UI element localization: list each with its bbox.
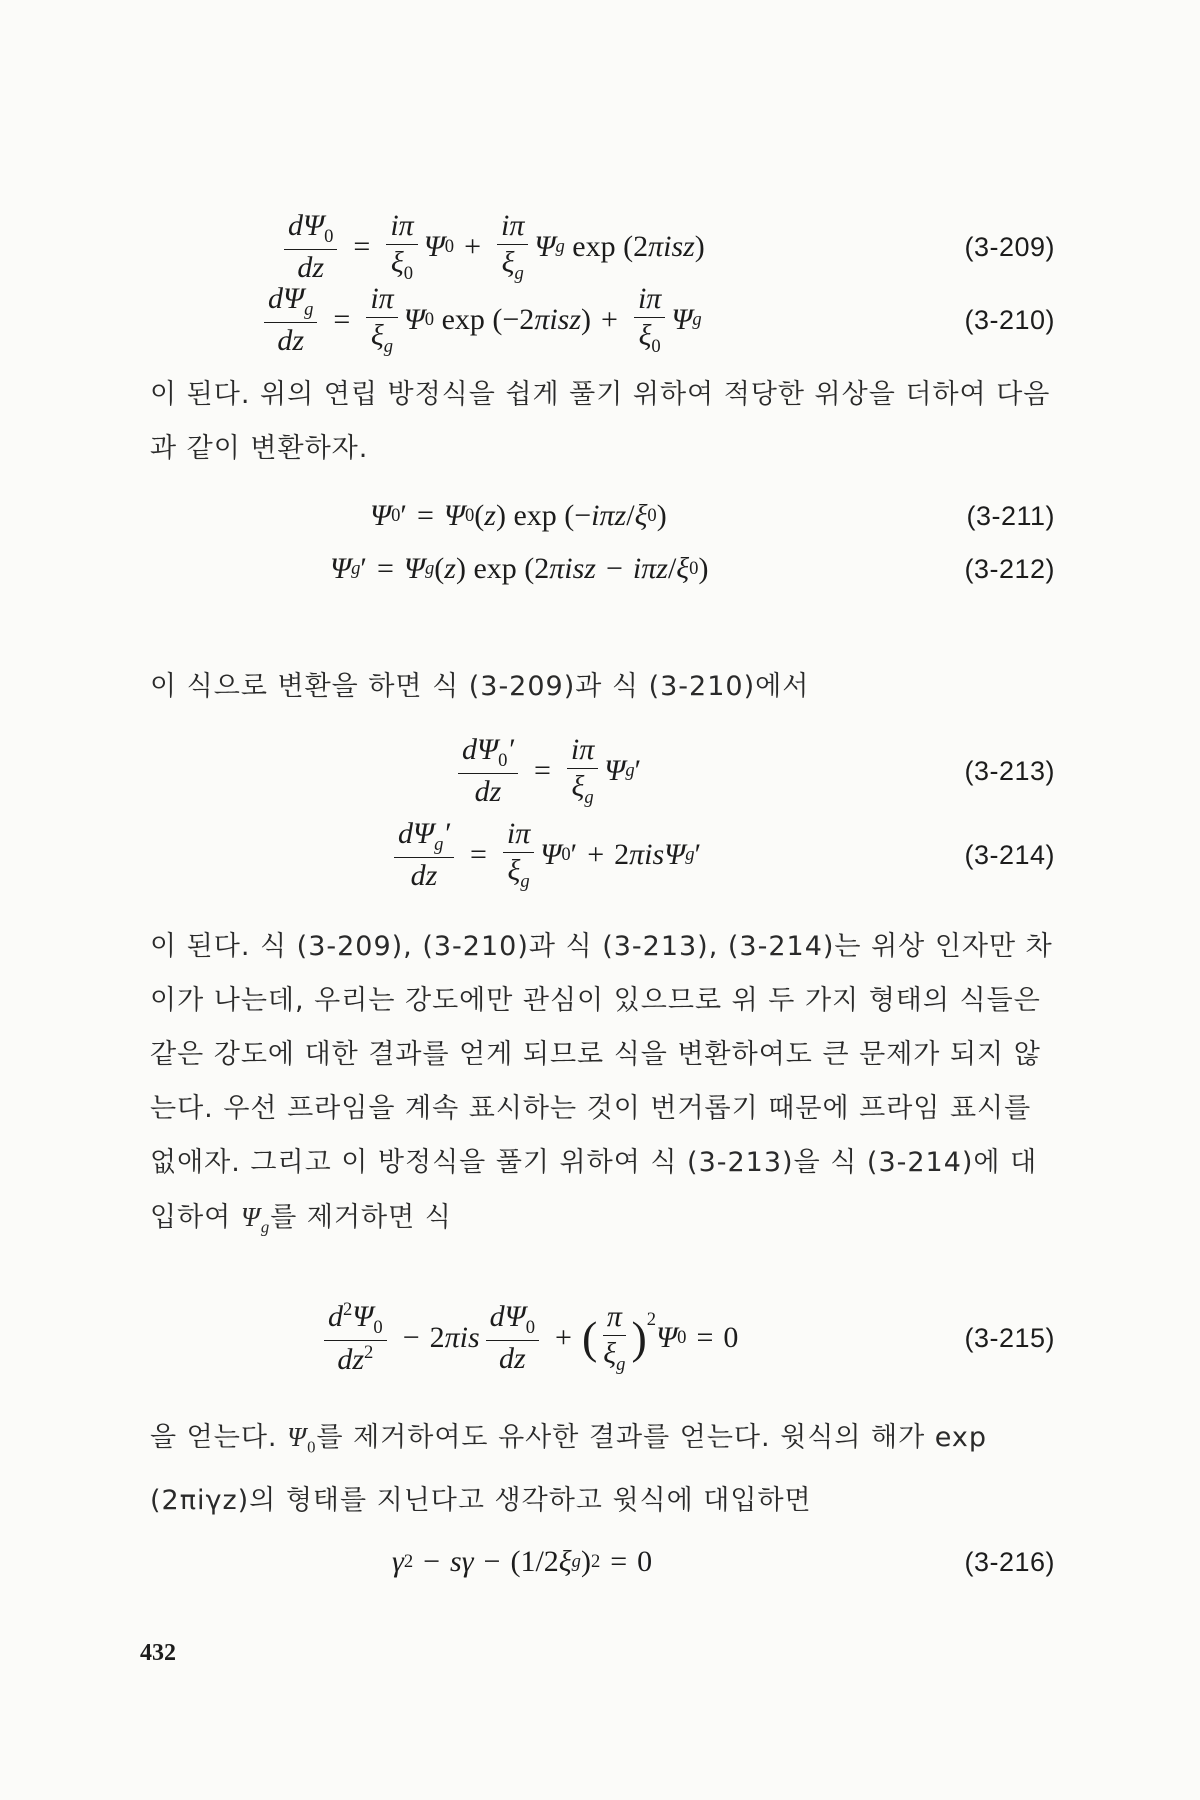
symbol-subscript: g xyxy=(260,1217,271,1237)
fraction: $\frac{\pi}{\xi_g}$ xyxy=(603,1300,626,1375)
fraction: $\frac{i\pi}{\xi_0}$ xyxy=(386,210,417,283)
paragraph-text: 이 된다. 식 (3-209), (3-210)과 식 (3-213), (3-214)는 위상 인자만 차이가 나는데, 우리는 강도에만 관심이 있으므로 위 두 가지 형태의 식들은 같은 강도에 대한 결과를 얻게 되므로 식을 변환하여도 큰 문제가 되지 않는다. 우선 프라임을 계속 표시하는 것이 번거롭기 때문에 프라임 표시를 없애자. 그리고 이 방정식을 풀기 위하여 식 (3-213)을 식 (3-214)에 대입하여 xyxy=(150,931,1053,1233)
paragraph-text: 을 얻는다. xyxy=(150,1422,288,1453)
equation-3-212 xyxy=(0,541,1200,597)
equation-body: $\frac{d\Psi_0}{dz}$ = $\frac{i\pi}{\xi_0}$ Ψ 0 + $\frac{i\pi}{\xi_g}$ Ψ g exp (2 πisz ) xyxy=(278,207,705,287)
equation-number: (3-212) xyxy=(964,553,1055,584)
paragraph xyxy=(150,1410,1055,1528)
equation-number: (3-211) xyxy=(966,500,1055,531)
equation-number: (3-213) xyxy=(964,755,1055,786)
equation-3-213 xyxy=(0,731,1200,811)
equation-number: (3-210) xyxy=(964,304,1055,335)
equation-number: (3-209) xyxy=(964,231,1055,262)
equation-3-210 xyxy=(0,280,1200,360)
equation-body: $\frac{d\Psi_g}{dz}$ = $\frac{i\pi}{\xi_g}$ Ψ 0 exp (−2 πisz ) + $\frac{i\pi}{\xi_0}$ Ψ g xyxy=(258,280,702,360)
equation-3-211 xyxy=(0,488,1200,544)
equation-body: Ψ g ′ = Ψ g ( z ) exp (2 πisz − iπz / ξ 0 ) xyxy=(330,552,709,585)
fraction: $\frac{i\pi}{\xi_g}$ xyxy=(567,734,598,807)
fraction: $\frac{d\Psi_0}{dz}$ xyxy=(284,210,337,283)
paragraph-text: 를 제거하여도 유사한 결과를 얻는다. 윗식의 해가 exp (2πiγz)의 형태를 지닌다고 생각하고 윗식에 대입하면 xyxy=(150,1422,987,1517)
fraction: $\frac{d\Psi_g'}{dz}$ xyxy=(394,818,454,891)
equation-number: (3-216) xyxy=(964,1546,1055,1577)
paragraph-text: 를 제거하면 식 xyxy=(270,1202,452,1233)
symbol-subscript: 0 xyxy=(307,1437,317,1457)
fraction: $\frac{d\Psi_0}{dz}$ xyxy=(486,1301,539,1374)
fraction: $\frac{i\pi}{\xi_g}$ xyxy=(497,210,528,283)
page-number: 432 xyxy=(140,1640,176,1666)
paragraph xyxy=(150,920,1055,1254)
paragraph: 이 식으로 변환을 하면 식 (3-209)과 식 (3-210)에서 xyxy=(150,671,810,702)
fraction: $\frac{i\pi}{\xi_g}$ xyxy=(503,818,534,891)
symbol-psi: Ψ xyxy=(287,1422,308,1452)
symbol-psi: Ψ xyxy=(240,1202,261,1232)
equation-body: γ 2 − sγ − (1/2 ξ g ) 2 = 0 xyxy=(392,1545,653,1578)
paragraph: 이 된다. 위의 연립 방정식을 쉽게 풀기 위하여 적당한 위상을 더하여 다음과 같이 변환하자. xyxy=(150,379,1051,464)
equation-body: $\frac{d^2\Psi_0}{dz^2}$ − 2 πis $\frac{d\Psi_0}{dz}$ + ( $\frac{\pi}{\xi_g}$ ) $^2$ Ψ 0 = 0 xyxy=(318,1288,738,1388)
fraction: $\frac{i\pi}{\xi_g}$ xyxy=(366,283,397,356)
fraction: $\frac{d^2\Psi_0}{dz^2}$ xyxy=(324,1300,387,1375)
equation-3-215 xyxy=(0,1288,1200,1388)
fraction: $\frac{d\Psi_0'}{dz}$ xyxy=(458,734,518,807)
equation-body: $\frac{d\Psi_g'}{dz}$ = $\frac{i\pi}{\xi_g}$ Ψ 0 ′ + 2 πisΨ g ′ xyxy=(388,815,701,895)
fraction: $\frac{i\pi}{\xi_0}$ xyxy=(634,283,665,356)
equation-3-209 xyxy=(0,207,1200,287)
equation-body: $\frac{d\Psi_0'}{dz}$ = $\frac{i\pi}{\xi_g}$ Ψ g ′ xyxy=(452,731,641,811)
equation-body: Ψ 0 ′ = Ψ 0 ( z ) exp (− iπz / ξ 0 ) xyxy=(370,499,667,532)
equation-3-214 xyxy=(0,815,1200,895)
equation-number: (3-214) xyxy=(964,839,1055,870)
equation-3-216 xyxy=(0,1532,1200,1592)
equation-number: (3-215) xyxy=(964,1322,1055,1353)
fraction: $\frac{d\Psi_g}{dz}$ xyxy=(264,283,317,356)
